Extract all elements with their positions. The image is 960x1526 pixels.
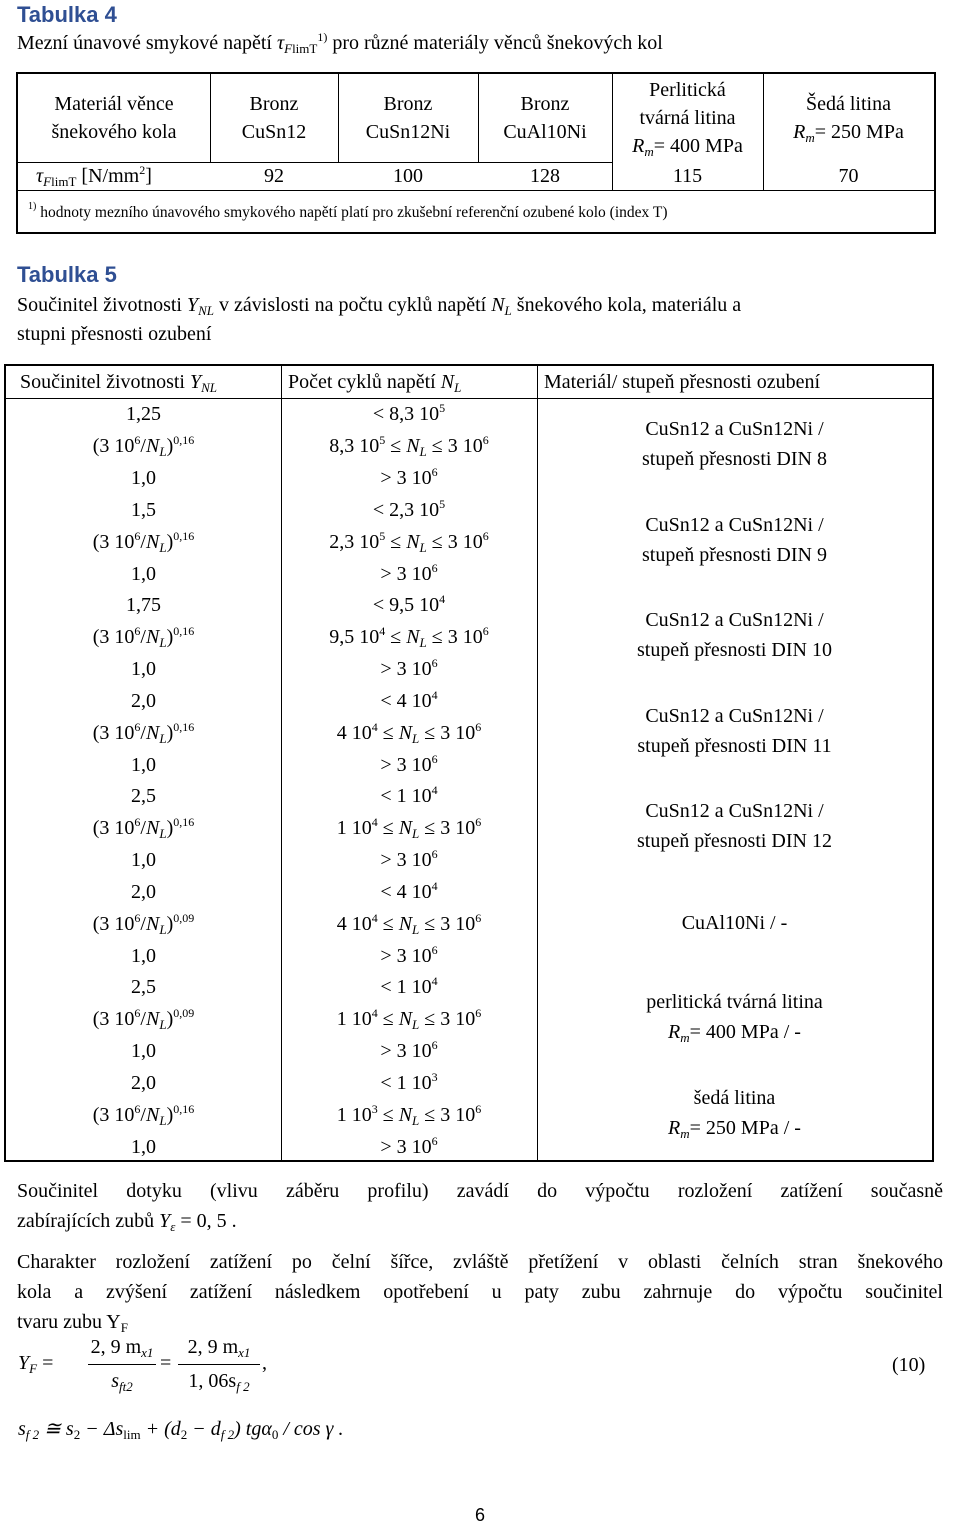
tau-value-cual10ni: 128 — [530, 165, 560, 187]
table4-footnote: $^{1)}$ hodnoty mezního únavového smykového napětí platí pro zkušební referenční ozubené kolo (index T) — [28, 201, 668, 221]
cycles-lower: < 2,3 $10^5$ — [372, 496, 446, 521]
paragraph-form-factor: Charakter rozložení zatížení po čelní šířce, zvláště přetížení v oblasti čelních stran šnekového kola a zvýšení zatížení následkem opotřebení u paty zubu zahrnuje do výpočtu součinitel tvaru zubu $Y_F$ — [17, 1251, 943, 1335]
material-grade: šedá litina $R_m= 250$ MPa / - — [668, 1086, 801, 1141]
cycles-range: 2,3 $10^5 \le N_L \le 3$ $10^6$ — [329, 528, 489, 555]
coefficient-value: 1,25 — [126, 403, 161, 425]
cycles-upper: > 3 $10^6$ — [380, 942, 438, 967]
cycles-upper: > 3 $10^6$ — [380, 1133, 438, 1158]
coefficient-expression: (3 $10^6/N_L)^{0,09}$ — [92, 910, 195, 937]
cycles-range: 8,3 $10^5 \le N_L \le 3$ $10^6$ — [329, 433, 489, 459]
material-grade: CuSn12 a CuSn12Ni / stupeň přesnosti DIN 10 — [637, 609, 832, 661]
tau-value-cusn12ni: 100 — [393, 165, 423, 187]
coefficient-min: 1,0 — [131, 849, 156, 871]
table5 — [4, 364, 934, 1162]
coefficient-expression: (3 $10^6/N_L)^{0,16}$ — [92, 815, 195, 841]
coefficient-min: 1,0 — [131, 658, 156, 680]
cycles-upper: > 3 $10^6$ — [380, 560, 438, 585]
material-seda-litina: Šedá litina $R_m= 250$ MPa — [793, 93, 904, 145]
cycles-lower: < 4 $10^4$ — [380, 687, 438, 712]
cycles-lower: < 1 $10^3$ — [380, 1069, 438, 1094]
coefficient-min: 1,0 — [131, 753, 156, 776]
table5-header-material: Materiál/ stupeň přesnosti ozubení — [544, 371, 821, 393]
coefficient-expression: (3 $10^6/N_L)^{0,16}$ — [92, 433, 195, 459]
cycles-range: 1 $10^4 \le N_L \le 3$ $10^6$ — [336, 1006, 482, 1032]
material-grade: CuAl10Ni / - — [681, 911, 788, 934]
material-header: Materiál věnce šnekového kola — [51, 93, 177, 143]
material-perliticka: Perlitická tvárná litina $R_m= 400$ MPa — [632, 79, 743, 159]
cycles-upper: > 3 $10^6$ — [380, 847, 438, 871]
coefficient-expression: (3 $10^6/N_L)^{0,16}$ — [92, 624, 195, 650]
coefficient-value: 1,75 — [126, 594, 161, 616]
material-grade: CuSn12 a CuSn12Ni / stupeň přesnosti DIN 9 — [642, 513, 827, 566]
material-cusn12ni: Bronz CuSn12Ni — [365, 93, 451, 143]
table5-header-coefficient: Součinitel životnosti $Y_{NL}$ — [20, 371, 218, 395]
table4-caption: Mezní únavové smykové napětí $\tau_{FlimT}^{1)}$ pro různé materiály věnců šnekových kol — [17, 30, 663, 56]
tau-value-seda: 70 — [838, 165, 859, 187]
coefficient-value: 2,0 — [131, 880, 156, 903]
material-grade: CuSn12 a CuSn12Ni / stupeň přesnosti DIN 8 — [642, 418, 827, 470]
cycles-lower: < 1 $10^4$ — [380, 783, 438, 807]
cycles-upper: > 3 $10^6$ — [380, 465, 438, 489]
table5-caption-line2: stupni přesnosti ozubení — [17, 323, 212, 345]
material-grade: CuSn12 a CuSn12Ni / stupeň přesnosti DIN 11 — [637, 704, 832, 757]
material-grade: perlitická tvárná litina $R_m= 400$ MPa / - — [646, 991, 823, 1045]
table5-heading: Tabulka 5 — [17, 262, 117, 287]
coefficient-expression: (3 $10^6/N_L)^{0,16}$ — [92, 1101, 195, 1128]
cycles-lower: < 1 $10^4$ — [380, 974, 438, 998]
coefficient-min: 1,0 — [131, 944, 156, 967]
equation-sf2: $s_{f 2}$ ≅ $s_2 - \Delta s_{lim} + (d_2 - d_{f 2})$ tgα$_0$ / cos γ . — [18, 1418, 344, 1442]
material-cual10ni: Bronz CuAl10Ni — [503, 93, 587, 143]
coefficient-value: 2,0 — [131, 1071, 156, 1094]
coefficient-expression: (3 $10^6/N_L)^{0,09}$ — [92, 1006, 195, 1032]
coefficient-min: 1,0 — [131, 467, 156, 489]
table4 — [16, 72, 936, 234]
cycles-upper: > 3 $10^6$ — [380, 1038, 438, 1062]
coefficient-expression: (3 $10^6/N_L)^{0,16}$ — [92, 719, 195, 746]
coefficient-expression: (3 $10^6/N_L)^{0,16}$ — [92, 528, 195, 555]
material-cusn12: Bronz CuSn12 — [241, 93, 307, 143]
cycles-upper: > 3 $10^6$ — [380, 656, 438, 680]
coefficient-value: 1,5 — [131, 498, 156, 521]
coefficient-value: 2,5 — [131, 976, 156, 998]
cycles-lower: < 4 $10^4$ — [380, 878, 438, 903]
page-number: 6 — [474, 1505, 485, 1525]
equation-number: (10) — [892, 1354, 926, 1376]
material-grade: CuSn12 a CuSn12Ni / stupeň přesnosti DIN 12 — [637, 800, 832, 852]
paragraph-contact-factor: Součinitel dotyku (vlivu záběru profilu) zavádí do výpočtu rozložení zatížení současně zabírajících zubů $Y_\varepsilon = 0$, 5 . — [17, 1180, 943, 1234]
cycles-range: 1 $10^4 \le N_L \le 3$ $10^6$ — [336, 815, 482, 841]
cycles-range: 9,5 $10^4 \le N_L \le 3$ $10^6$ — [329, 624, 489, 650]
tau-value-cusn12: 92 — [264, 165, 284, 187]
cycles-range: 1 $10^3 \le N_L \le 3$ $10^6$ — [336, 1101, 482, 1128]
cycles-lower: < 9,5 $10^4$ — [372, 592, 446, 616]
cycles-range: 4 $10^4 \le N_L \le 3$ $10^6$ — [336, 719, 482, 746]
tau-row-label: $\tau_{FlimT}$ $[N/mm^2]$ — [36, 163, 152, 189]
cycles-lower: < 8,3 $10^5$ — [372, 401, 446, 425]
cycles-range: 4 $10^4 \le N_L \le 3$ $10^6$ — [336, 910, 482, 937]
coefficient-min: 1,0 — [131, 1135, 156, 1158]
coefficient-value: 2,0 — [131, 689, 156, 712]
table5-header-cycles: Počet cyklů napětí $N_L$ — [288, 371, 462, 395]
coefficient-value: 2,5 — [131, 785, 156, 807]
cycles-upper: > 3 $10^6$ — [380, 751, 438, 776]
coefficient-min: 1,0 — [131, 562, 156, 585]
table4-heading: Tabulka 4 — [17, 2, 117, 27]
table5-caption-line1: Součinitel životnosti $Y_{NL}$ v závislosti na počtu cyklů napětí $N_L$ šnekového kola, materiálu a — [17, 294, 742, 318]
coefficient-min: 1,0 — [131, 1040, 156, 1062]
tau-value-perliticka: 115 — [672, 165, 703, 187]
